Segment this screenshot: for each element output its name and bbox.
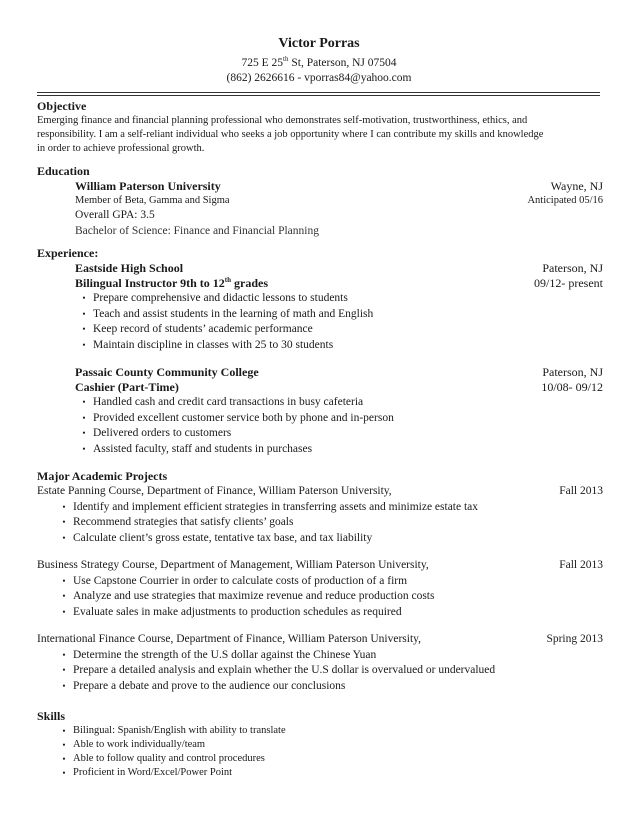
header-rule-2	[37, 95, 600, 96]
job-org: Eastside High School	[75, 261, 184, 275]
list-item: • Handled cash and credit card transactions in busy cafeteria	[82, 396, 364, 408]
membership: Member of Beta, Gamma and Sigma	[75, 195, 230, 206]
address-city: St, Paterson, NJ 07504	[288, 56, 397, 69]
experience-heading: Experience:	[37, 246, 99, 260]
list-item: • Provided excellent customer service both by phone and in-person	[82, 411, 394, 424]
job-org: Passaic County Community College	[75, 365, 259, 379]
list-item: • Determine the strength of the U.S dollar against the Chinese Yuan	[62, 648, 377, 661]
experience-section	[37, 246, 603, 457]
objective-heading: Objective	[37, 99, 87, 113]
projects-section	[37, 469, 603, 694]
gpa: Overall GPA: 3.5	[75, 209, 155, 221]
list-item: • Bilingual: Spanish/English with ability to translate	[62, 725, 286, 736]
project-term: Fall 2013	[559, 559, 603, 571]
list-item: • Keep record of students’ academic performance	[82, 323, 313, 335]
list-item: • Assisted faculty, staff and students in purchases	[82, 442, 313, 455]
list-item: • Prepare a detailed analysis and explain whether the U.S dollar is overvalued or undervalued	[62, 664, 496, 676]
objective-section	[37, 99, 603, 156]
candidate-name: Victor Porras	[278, 36, 360, 51]
projects-heading: Major Academic Projects	[37, 469, 168, 483]
project-title: Business Strategy Course, Department of Management, William Paterson University,	[37, 559, 429, 571]
list-item: • Analyze and use strategies that maximize revenue and reduce production costs	[62, 590, 435, 602]
education-section	[37, 164, 603, 239]
school-location: Wayne, NJ	[550, 179, 603, 193]
job-location: Paterson, NJ	[542, 261, 603, 275]
list-item: • Evaluate sales in make adjustments to production schedules as required	[62, 605, 402, 618]
address-street: 725 E 25	[241, 56, 284, 69]
list-item: • Able to work individually/team	[62, 739, 206, 750]
objective-line-3: in order to achieve professional growth.	[37, 143, 205, 154]
project-title: Estate Panning Course, Department of Finance, William Paterson University,	[37, 485, 392, 497]
list-item: • Calculate client’s gross estate, tentative tax base, and tax liability	[62, 531, 373, 544]
list-item: • Prepare a debate and prove to the audience our conclusions	[62, 679, 346, 692]
list-item: • Delivered orders to customers	[82, 427, 232, 439]
job-dates: 09/12- present	[534, 276, 603, 290]
education-heading: Education	[37, 164, 90, 178]
list-item: • Able to follow quality and control procedures	[62, 753, 265, 764]
job-dates: 10/08- 09/12	[541, 380, 603, 394]
skills-section	[37, 709, 603, 780]
project-title: International Finance Course, Department of Finance, William Paterson University,	[37, 633, 422, 645]
skills-heading: Skills	[37, 709, 66, 723]
list-item: • Proficient in Word/Excel/Power Point	[62, 767, 233, 778]
header-rule	[37, 92, 600, 93]
degree: Bachelor of Science: Finance and Financial Planning	[75, 224, 319, 237]
list-item: • Maintain discipline in classes with 25 to 30 students	[82, 338, 334, 351]
graduation-date: Anticipated 05/16	[527, 195, 603, 206]
project-term: Spring 2013	[546, 633, 603, 645]
school-name: William Paterson University	[75, 179, 221, 193]
objective-line-2: responsibility. I am a self-reliant individual who seeks a job opportunity where I can contribute my skills and knowledge	[37, 129, 544, 140]
list-item: • Use Capstone Courrier in order to calculate costs of production of a firm	[62, 574, 408, 587]
objective-line-1: Emerging finance and financial planning professional who demonstrates self-motivation, trustworthiness, ethics, and	[37, 115, 528, 126]
job-title: Bilingual Instructor 9th to 12th grades	[75, 276, 269, 290]
address	[0, 55, 638, 69]
job-location: Paterson, NJ	[542, 365, 603, 379]
address-sup: th	[283, 55, 289, 63]
list-item: • Recommend strategies that satisfy clients’ goals	[62, 516, 294, 528]
project-term: Fall 2013	[559, 485, 603, 497]
list-item: • Teach and assist students in the learning of math and English	[82, 307, 374, 320]
list-item: • Identify and implement efficient strategies in transferring assets and minimize estate tax	[62, 500, 479, 513]
contact-line: (862) 2626616 - vporras84@yahoo.com	[226, 72, 412, 84]
list-item: • Prepare comprehensive and didactic lessons to students	[82, 292, 348, 304]
job-title: Cashier (Part-Time)	[75, 380, 179, 394]
